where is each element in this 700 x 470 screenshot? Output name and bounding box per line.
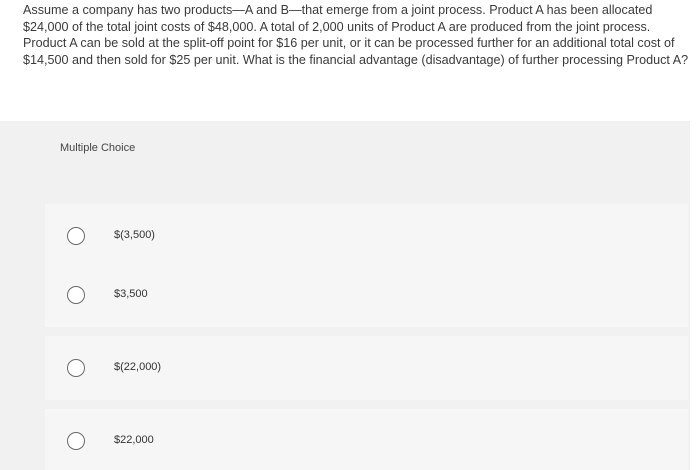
answer-option-3[interactable] xyxy=(45,336,688,400)
radio-button[interactable] xyxy=(67,432,85,450)
question-text: Assume a company has two products—A and B—that emerge from a joint process. Product A has been allocated $24,000 of the total joint costs of $48,000. A total of 2,000 units of Product A are produced from the joint process. Product A can be sold at the split-off point for $16 per unit, or it can be processed further for an additional total cost of $14,500 and then sold for $25 per unit. What is the financial advantage (disadvantage) of further processing Product A? xyxy=(23,3,689,67)
radio-button[interactable] xyxy=(67,227,85,245)
radio-button[interactable] xyxy=(67,286,85,304)
multiple-choice-header: Multiple Choice xyxy=(60,142,136,154)
answer-option-1[interactable] xyxy=(45,204,688,268)
answer-option-2[interactable] xyxy=(45,263,688,327)
answer-option-4[interactable] xyxy=(45,409,688,470)
answer-option-label: $22,000 xyxy=(114,434,154,446)
radio-button[interactable] xyxy=(67,359,85,377)
multiple-choice-panel xyxy=(0,121,690,470)
answer-option-label: $(3,500) xyxy=(114,229,155,241)
answer-option-label: $3,500 xyxy=(114,288,148,300)
answer-option-label: $(22,000) xyxy=(114,361,162,373)
